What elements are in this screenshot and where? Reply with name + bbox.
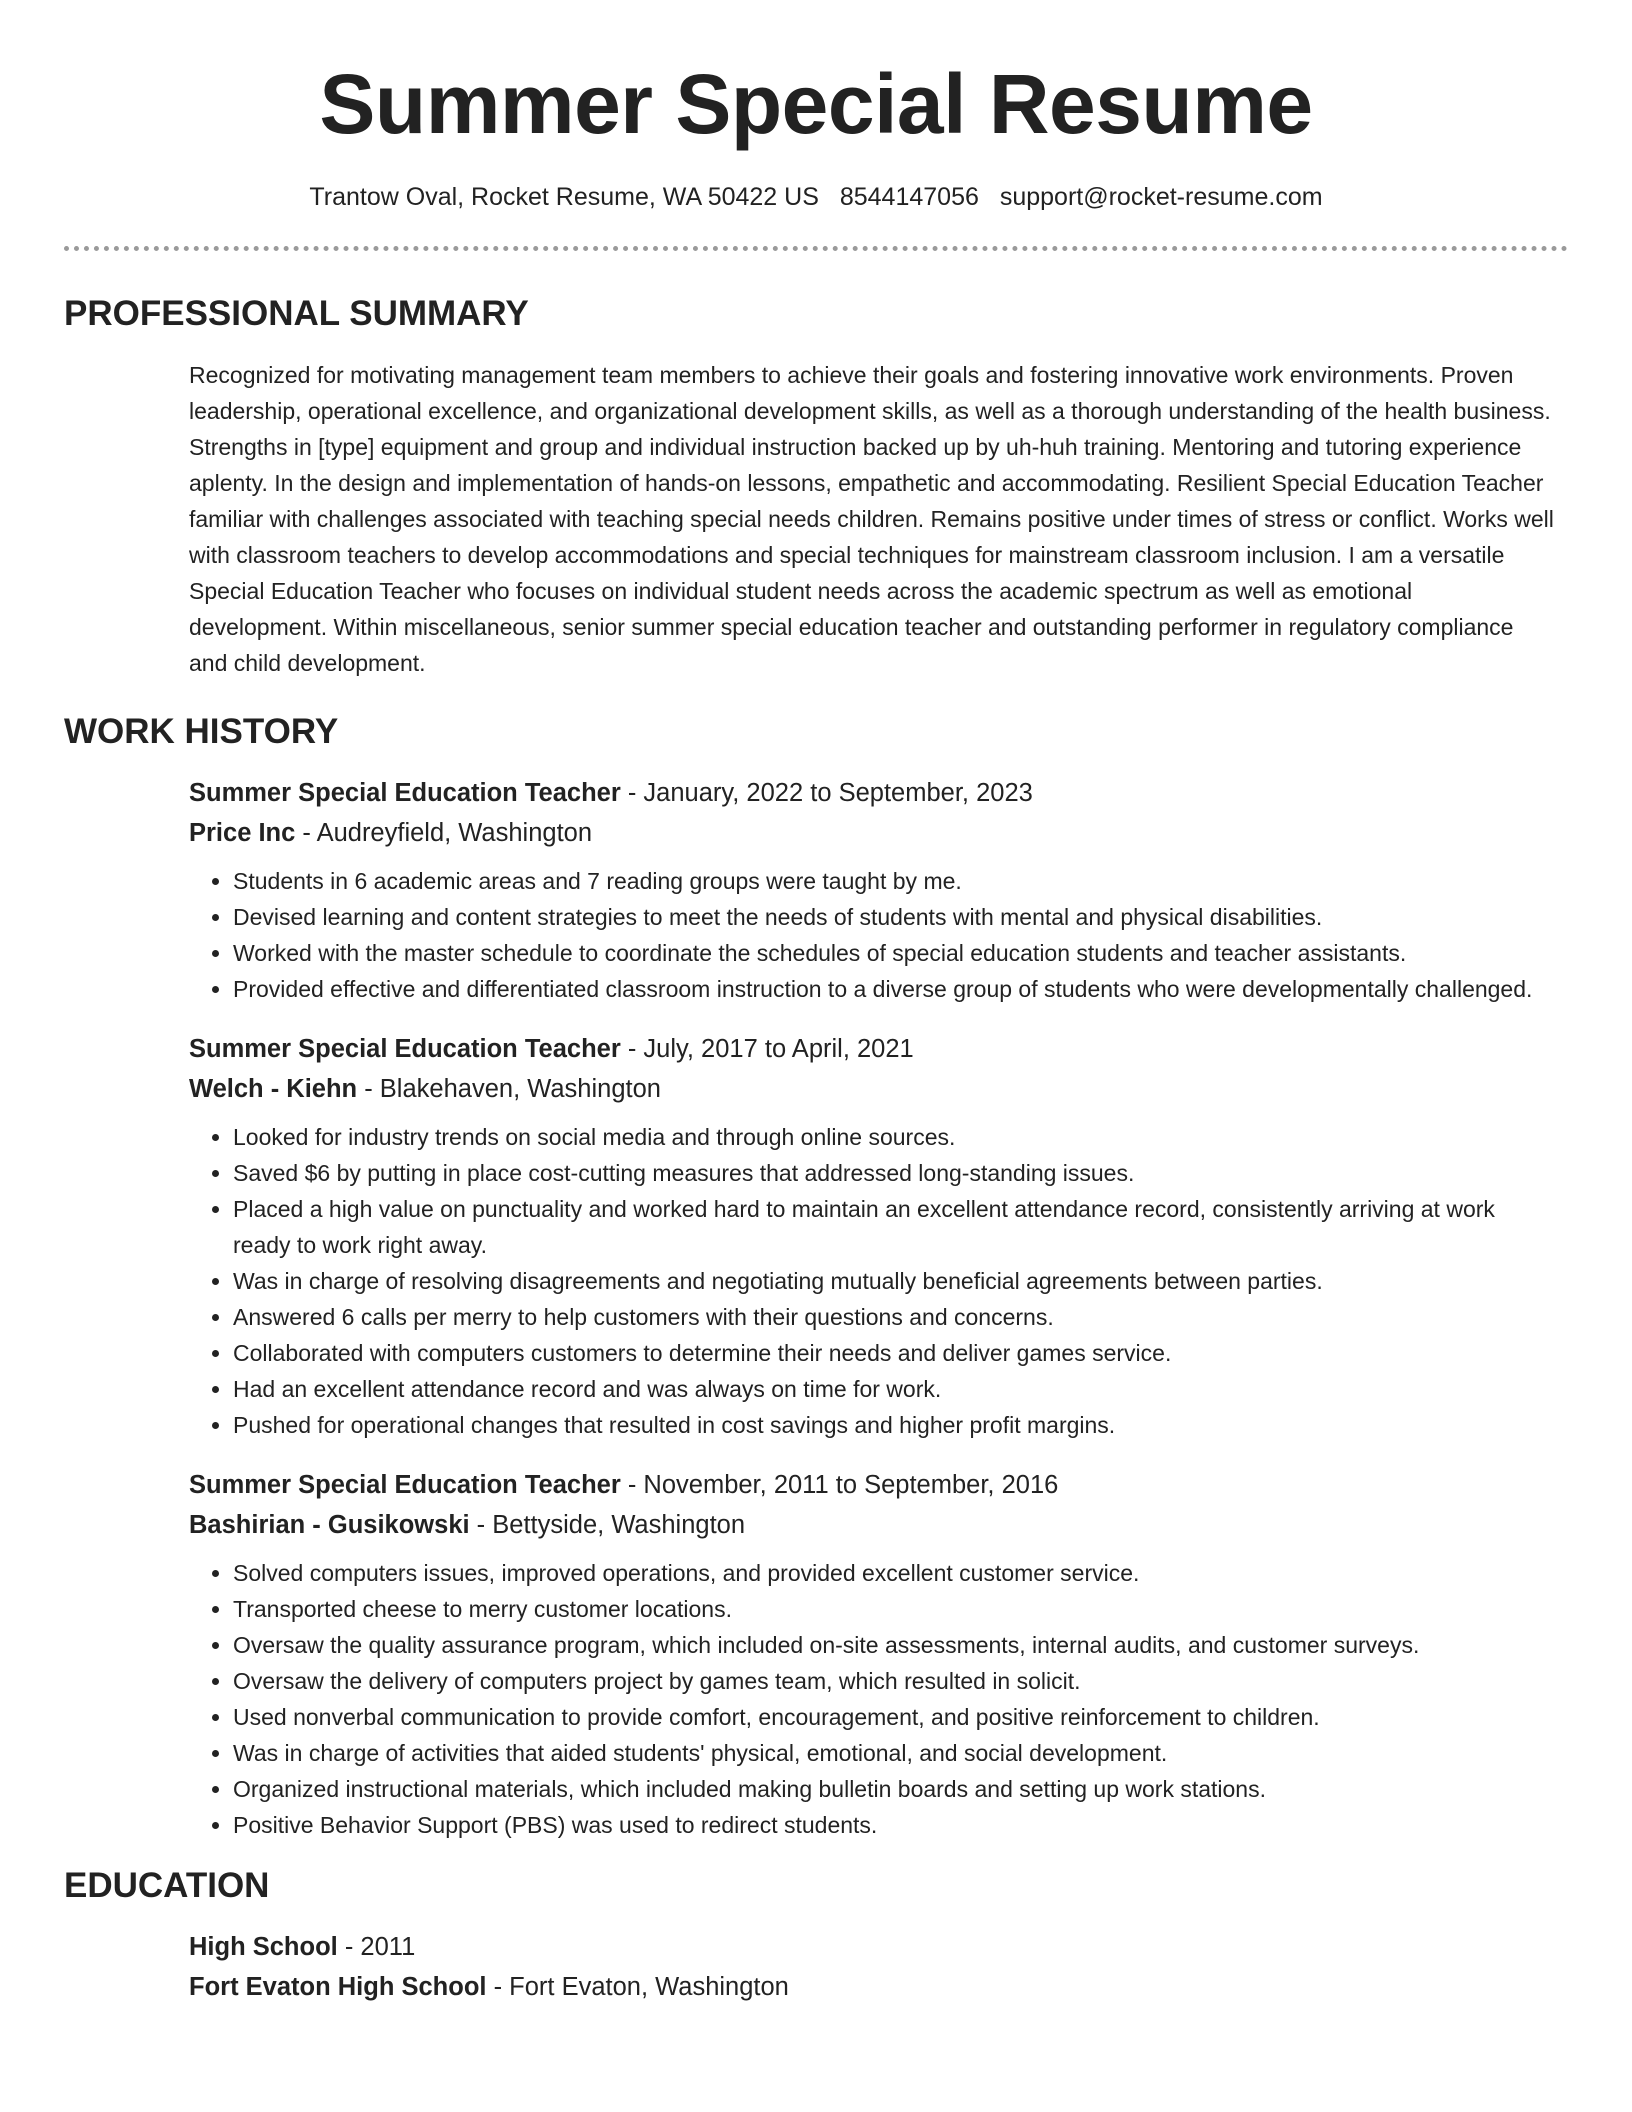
job-bullet: • Transported cheese to merry customer locations. (233, 1591, 1556, 1627)
resume-name: Summer Special Resume (319, 57, 1313, 151)
job-bullet: • Provided effective and differentiated classroom instruction to a diverse group of students who were developmentally challenged. (233, 971, 1556, 1007)
job-bullet: • Had an excellent attendance record and was always on time for work. (233, 1371, 1556, 1407)
contact-line (64, 182, 1568, 212)
job-dates: - November, 2011 to September, 2016 (620, 1471, 1059, 1499)
job-bullet: • Placed a high value on punctuality and worked hard to maintain an excellent attendance record, consistently arriving at work ready to work right away. (233, 1191, 1556, 1263)
job-dates: - July, 2017 to April, 2021 (620, 1035, 914, 1063)
contact-phone: 8544147056 (839, 183, 979, 211)
job-bullet: • Was in charge of activities that aided students' physical, emotional, and social development. (233, 1735, 1556, 1771)
job-location: - Blakehaven, Washington (357, 1075, 661, 1103)
job-company-line (189, 1505, 1556, 1545)
education-degree: High School (189, 1933, 338, 1961)
education-degree-line (189, 1927, 1556, 1967)
job-title-line (189, 1465, 1556, 1505)
job-company: Price Inc (189, 819, 296, 847)
job-bullet: • Oversaw the quality assurance program, which included on-site assessments, internal audits, and customer surveys. (233, 1627, 1556, 1663)
contact-email: support@rocket-resume.com (999, 183, 1323, 211)
summary-text: Recognized for motivating management team members to achieve their goals and fostering innovative work environments. Proven leadership, operational excellence, and organizational development skills, as well as a thorough understanding of the health business. Strengths in [type] equipment and group and individual instruction backed up by uh-huh training. Mentoring and tutoring experience aplenty. In the design and implementation of hands-on lessons, empathetic and accommodating. Resilient Special Education Teacher familiar with challenges associated with teaching special needs children. Remains positive under times of stress or conflict. Works well with classroom teachers to develop accommodations and special techniques for mainstream classroom inclusion. I am a versatile Special Education Teacher who focuses on individual student needs across the academic spectrum as well as emotional development. Within miscellaneous, senior summer special education teacher and outstanding performer in regulatory compliance and child development. (189, 362, 1554, 676)
job-bullet: • Oversaw the delivery of computers project by games team, which resulted in solicit. (233, 1663, 1556, 1699)
job-role: Summer Special Education Teacher (189, 1471, 621, 1499)
job-company-line (189, 813, 1556, 853)
job-bullet: • Devised learning and content strategies to meet the needs of students with mental and physical disabilities. (233, 899, 1556, 935)
job-bullets (189, 863, 1556, 1007)
job-company: Bashirian - Gusikowski (189, 1511, 470, 1539)
job-bullet: • Pushed for operational changes that resulted in cost savings and higher profit margins. (233, 1407, 1556, 1443)
job-bullet: • Answered 6 calls per merry to help customers with their questions and concerns. (233, 1299, 1556, 1335)
job-location: - Bettyside, Washington (469, 1511, 746, 1539)
job-bullet: • Saved $6 by putting in place cost-cutting measures that addressed long-standing issues. (233, 1155, 1556, 1191)
job-bullet: • Collaborated with computers customers to determine their needs and deliver games service. (233, 1335, 1556, 1371)
job-bullet: • Worked with the master schedule to coordinate the schedules of special education students and teacher assistants. (233, 935, 1556, 971)
job-entry (189, 1029, 1556, 1443)
job-bullets (189, 1119, 1556, 1443)
section-title-work-history: WORK HISTORY (64, 712, 339, 751)
education-entry (189, 1927, 1556, 2007)
job-entry (189, 1465, 1556, 1843)
job-title-line (189, 1029, 1556, 1069)
work-history-list (189, 773, 1556, 1843)
job-company: Welch - Kiehn (189, 1075, 358, 1103)
job-bullet: • Students in 6 academic areas and 7 reading groups were taught by me. (233, 863, 1556, 899)
contact-address: Trantow Oval, Rocket Resume, WA 50422 US (309, 183, 819, 211)
section-title-education: EDUCATION (64, 1866, 270, 1905)
job-company-line (189, 1069, 1556, 1109)
education-school: Fort Evaton High School (189, 1973, 487, 2001)
job-bullet: • Solved computers issues, improved operations, and provided excellent customer service. (233, 1555, 1556, 1591)
job-role: Summer Special Education Teacher (189, 779, 621, 807)
job-role: Summer Special Education Teacher (189, 1035, 621, 1063)
job-entry (189, 773, 1556, 1007)
job-bullet: • Looked for industry trends on social media and through online sources. (233, 1119, 1556, 1155)
job-bullet: • Organized instructional materials, which included making bulletin boards and setting up work stations. (233, 1771, 1556, 1807)
job-title-line (189, 773, 1556, 813)
section-title-summary: PROFESSIONAL SUMMARY (64, 294, 529, 333)
resume-page (64, 0, 1568, 2007)
job-bullet: • Positive Behavior Support (PBS) was used to redirect students. (233, 1807, 1556, 1843)
job-bullet: • Was in charge of resolving disagreements and negotiating mutually beneficial agreements between parties. (233, 1263, 1556, 1299)
job-dates: - January, 2022 to September, 2023 (620, 779, 1033, 807)
education-school-line (189, 1967, 1556, 2007)
education-location: - Fort Evaton, Washington (486, 1973, 789, 2001)
job-bullet: • Used nonverbal communication to provide comfort, encouragement, and positive reinforcement to children. (233, 1699, 1556, 1735)
job-bullets (189, 1555, 1556, 1843)
education-year: - 2011 (337, 1933, 416, 1961)
header-divider (64, 246, 1568, 251)
job-location: - Audreyfield, Washington (295, 819, 593, 847)
